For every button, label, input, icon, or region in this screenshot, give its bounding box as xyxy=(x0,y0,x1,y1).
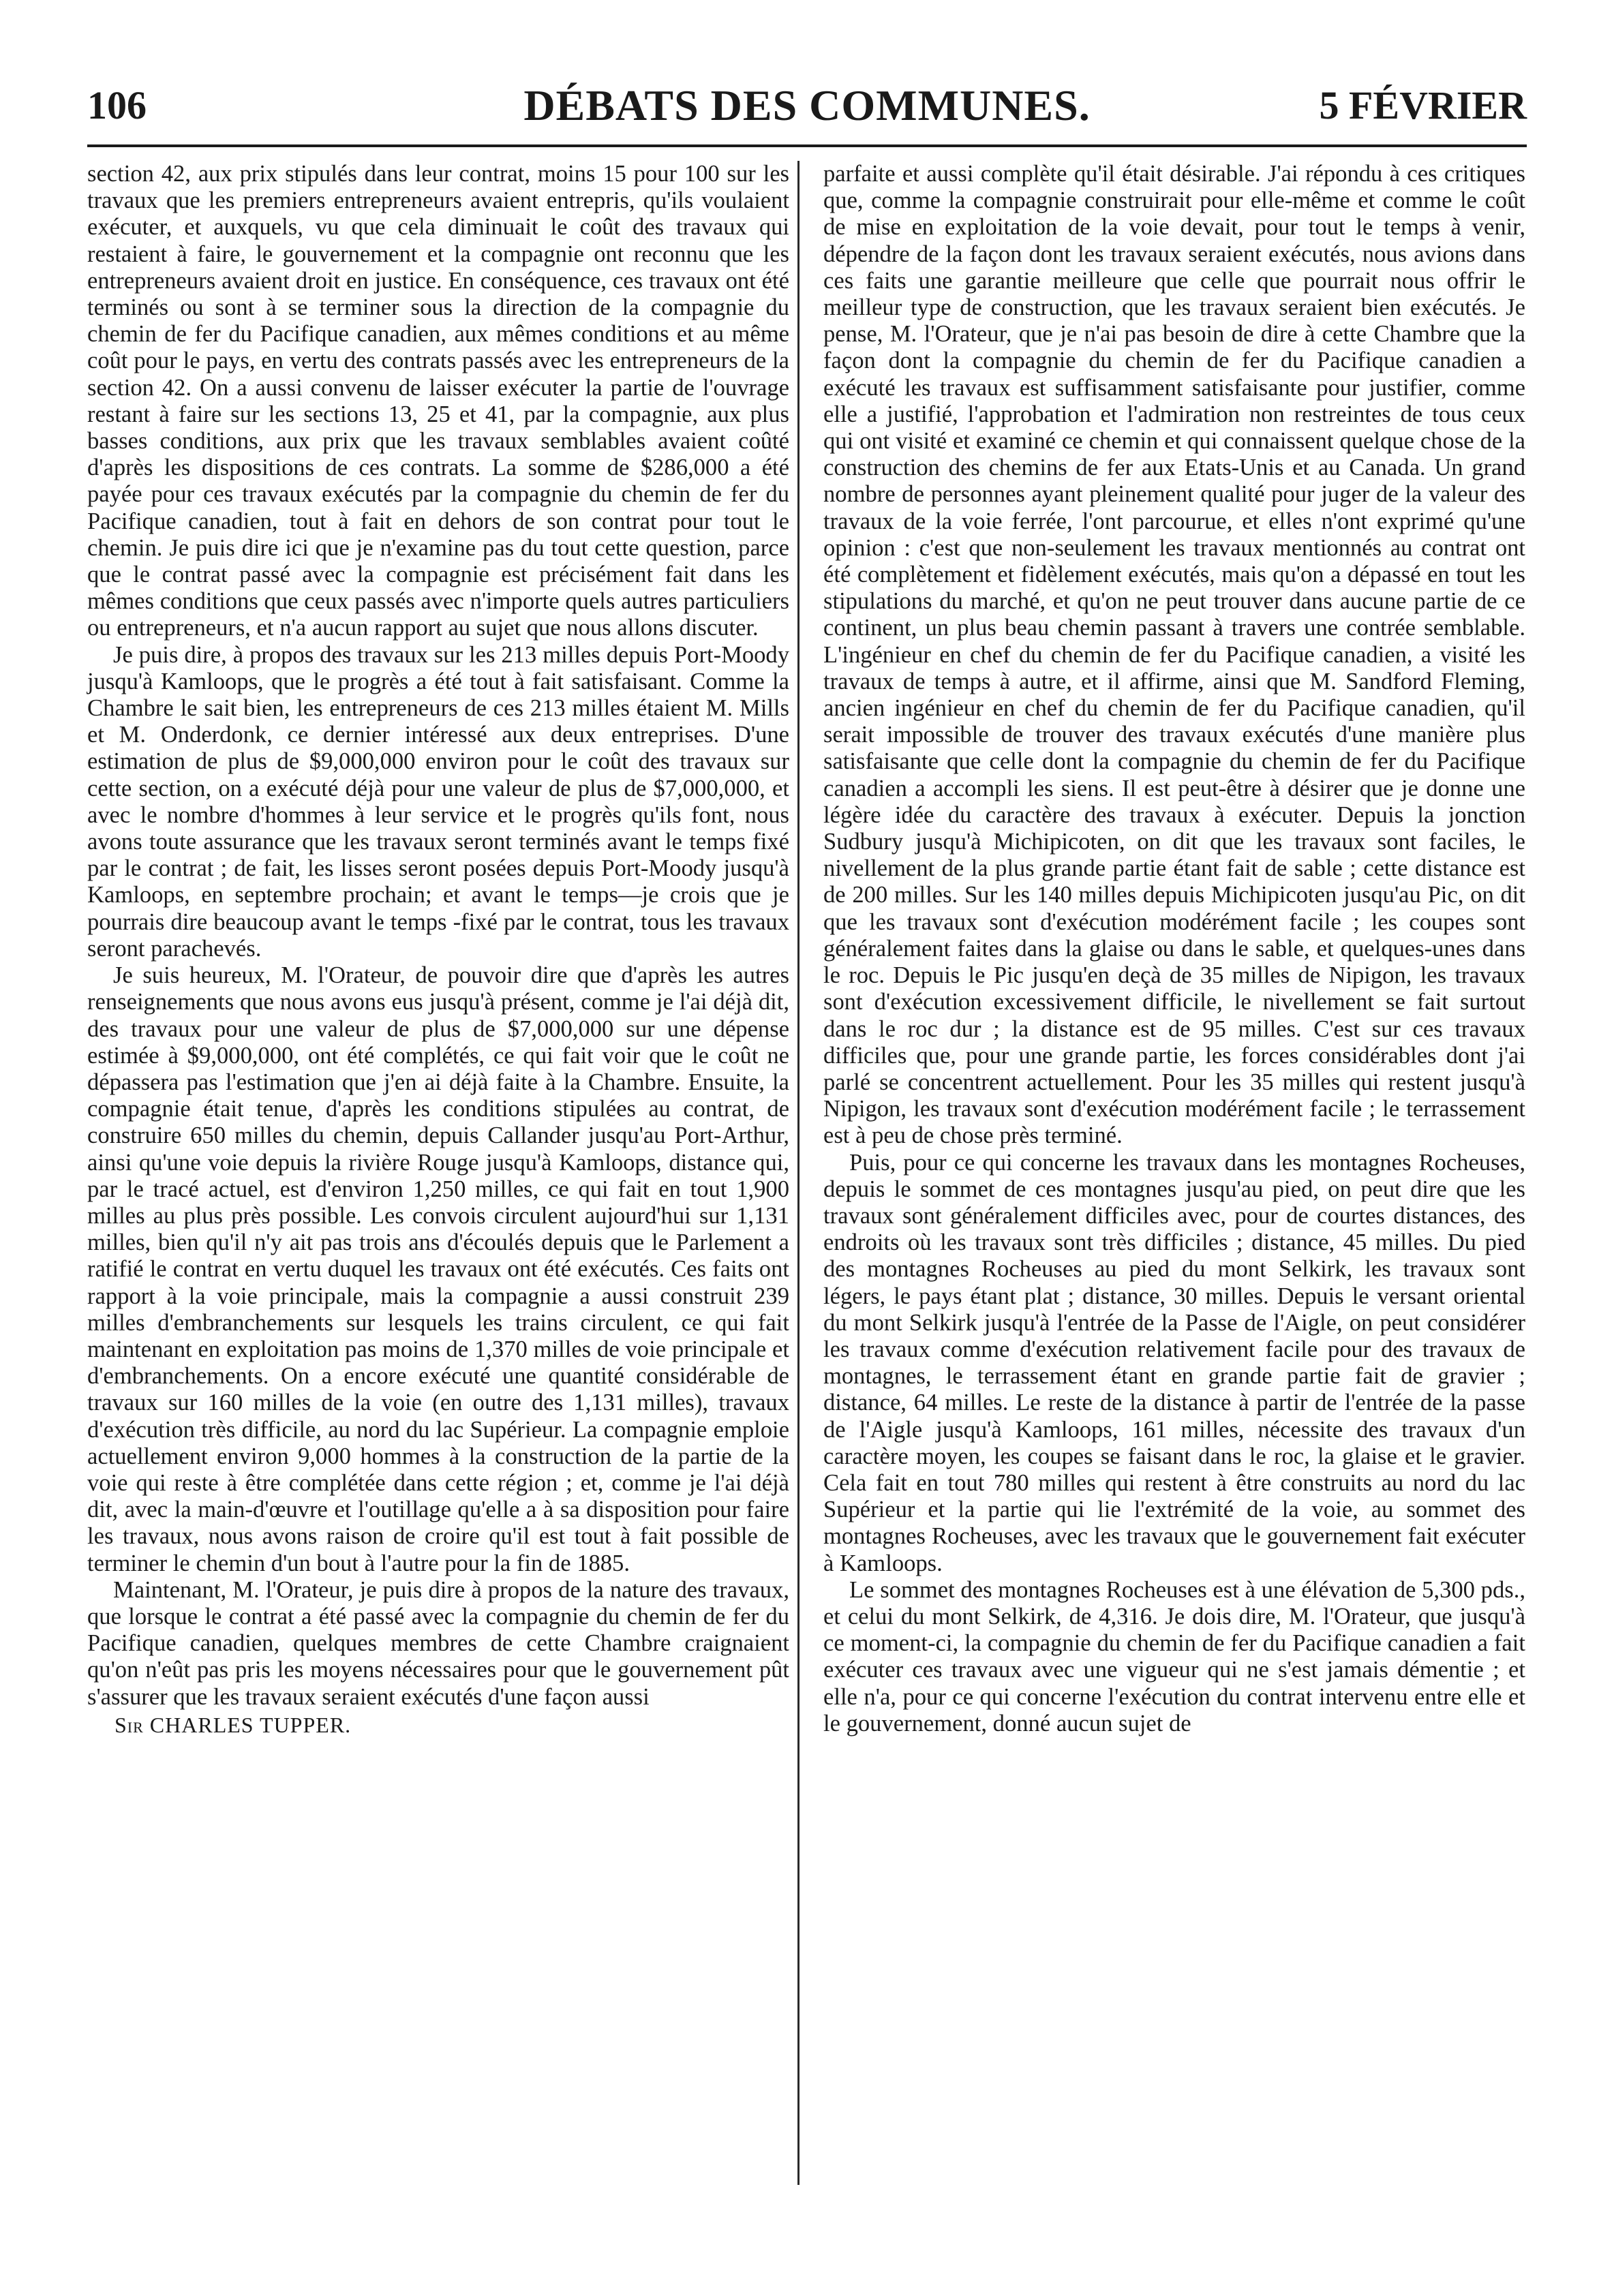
paragraph: Maintenant, M. l'Orateur, je puis dire à propos de la nature des travaux, que lorsque le contrat a été passé avec la compagnie du chemin de fer du Pacifique canadien, quelques membres de cette Chambre craignaient qu'on n'eût pas pris les moyens nécessaires pour que le gouvernement pût s'assurer que les travaux seraient exécutés d'une façon aussi xyxy=(87,1576,789,1710)
journal-title: DÉBATS DES COMMUNES. xyxy=(523,81,1091,129)
paragraph: Je suis heureux, M. l'Orateur, de pouvoir dire que d'après les autres renseignements que nous avons eus jusqu'à présent, comme je l'ai déjà dit, des travaux pour une valeur de plus de $7,000,000 sur une dépense estimée à $9,000,000, ont été complétés, ce qui fait voir que le coût ne dépassera pas l'estimation que j'en ai déjà faite à la Chambre. Ensuite, la compagnie était tenue, d'après les conditions stipulées au contrat, de construire 650 milles du chemin, depuis Callander jusqu'au Port-Arthur, ainsi qu'une voie depuis la rivière Rouge jusqu'à Kamloops, distance qui, par le tracé actuel, est d'environ 1,250 milles, ce qui fait en tout 1,900 milles au plus près possible. Les convois circulent aujourd'hui sur 1,131 milles, bien qu'il n'y ait pas trois ans d'écoulés depuis que le Parlement a ratifié le contrat en vertu duquel les travaux ont été exécutés. Ces faits ont rapport à la voie principale, mais la compagnie a aussi construit 239 milles d'embranchements sur lesquels les trains circulent, ce qui fait maintenant en exploitation pas moins de 1,370 milles de voie principale et d'embranchements. On a encore exécuté une quantité considérable de travaux sur 160 milles de la voie (en outre des 1,131 milles), travaux d'exécution très difficile, au nord du lac Supérieur. La compagnie emploie actuellement environ 9,000 hommes à la construction de la partie de la voie qui reste à être complétée dans cette région ; et, comme je l'ai déjà dit, avec la main-d'œuvre et l'outillage qu'elle a à sa disposition pour faire les travaux, nous avons raison de croire qu'il est tout à fait possible de terminer le chemin d'un bout à l'autre pour la fin de 1885. xyxy=(87,962,789,1576)
column-divider xyxy=(797,161,800,2185)
paragraph: Je puis dire, à propos des travaux sur les 213 milles depuis Port-Moody jusqu'à Kamloops, que le progrès a été tout à fait satisfaisant. Comme la Chambre le sait bien, les entrepreneurs de ces 213 milles étaient M. Mills et M. Onderdonk, ce dernier intéressé aux deux entreprises. D'une estimation de plus de $9,000,000 environ pour le coût des travaux sur cette section, on a exécuté déjà pour une valeur de plus de $7,000,000, et avec le nombre d'hommes à leur service et le progrès qu'ils font, nous avons toute assurance que les travaux seront terminés avant le temps fixé par le contrat ; de fait, les lisses seront posées depuis Port-Moody jusqu'à Kamloops, en septembre prochain; et avant le temps—je crois que je pourrais dire beaucoup avant le temps -fixé par le contrat, tous les travaux seront parachevés. xyxy=(87,641,789,962)
paragraph: Le sommet des montagnes Rocheuses est à une élévation de 5,300 pds., et celui du mont Selkirk, de 4,316. Je dois dire, M. l'Orateur, que jusqu'à ce moment-ci, la compagnie du chemin de fer du Pacifique canadien a fait exécuter ces travaux avec une vigueur qui ne s'est jamais démentie ; et elle n'a, pour ce qui concerne l'exécution du contrat intervenu entre elle et le gouvernement, donné aucun sujet de xyxy=(823,1576,1525,1736)
speaker-name: Sir CHARLES TUPPER. xyxy=(115,1712,352,1737)
paragraph: parfaite et aussi complète qu'il était désirable. J'ai répondu à ces critiques que, comme la compagnie construirait pour elle-même et comme le coût de mise en exploitation de la voie devait, pour tout le temps à venir, dépendre de la façon dont les travaux seraient exécutés, nous avions dans ces faits une garantie meilleure que celle que pourrait nous offrir le meilleur type de construction, que les travaux seraient bien exécutés. Je pense, M. l'Orateur, que je n'ai pas besoin de dire à cette Chambre que la façon dont la compagnie du chemin de fer du Pacifique canadien a exécuté les travaux est suffisamment satisfaisante pour justifier, comme elle a justifié, l'approbation et l'admiration non restreintes de tous ceux qui ont visité et examiné ce chemin et qui connaissent quelque chose de la construction des chemins de fer aux Etats-Unis et au Canada. Un grand nombre de personnes ayant pleinement qualité pour juger de la valeur des travaux de la voie ferrée, l'ont parcourue, et elles n'ont exprimé qu'une opinion : c'est que non-seulement les travaux mentionnés au contrat ont été complètement et fidèlement exécutés, mais qu'on a dépassé en tout les stipulations du marché, et qu'on ne peut trouver dans aucune partie de ce continent, un plus beau chemin passant à travers une contrée semblable. L'ingénieur en chef du chemin de fer du Pacifique canadien, a visité les travaux de temps à autre, et il affirme, ainsi que M. Sandford Fleming, ancien ingénieur en chef du chemin de fer du Pacifique canadien, qu'il serait impossible de trouver des travaux exécutés d'une manière plus satisfaisante que celle dont la compagnie du chemin de fer du Pacifique canadien a accompli les siens. Il est peut-être à désirer que je donne une légère idée du caractère des travaux à exécuter. Depuis la jonction Sudbury jusqu'à Michipicoten, on dit que les travaux sont faciles, le nivellement de la plus grande partie étant fait de sable ; cette distance est de 200 milles. Sur les 140 milles depuis Michipicoten jusqu'au Pic, on dit que les travaux sont d'exécution modérément facile ; les coupes sont généralement faites dans la glaise ou dans le sable, et quelques-unes dans le roc. Depuis le Pic jusqu'en deçà de 35 milles de Nipigon, les travaux sont d'exécution excessivement difficile, le nivellement se fait surtout dans le roc dur ; la distance est de 95 milles. C'est sur ces travaux difficiles que, pour une grande partie, les forces considérables dont j'ai parlé se concentrent actuellement. Pour les 35 milles qui restent jusqu'à Nipigon, les travaux sont d'exécution modérément facile ; le terrassement est à peu de chose près terminé. xyxy=(823,161,1525,1149)
right-column xyxy=(823,161,1525,1737)
paragraph: section 42, aux prix stipulés dans leur contrat, moins 15 pour 100 sur les travaux que les premiers entrepreneurs avaient entrepris, qu'ils voulaient exécuter, et auxquels, vu que cela diminuait le coût des travaux qui restaient à faire, le gouvernement et la compagnie ont reconnu que les entrepreneurs avaient droit en justice. En conséquence, ces travaux ont été terminés ou sont à se terminer sous la direction de la compagnie du chemin de fer du Pacifique canadien, aux mêmes conditions et au même coût pour le pays, en vertu des contrats passés avec les entrepreneurs de la section 42. On a aussi convenu de laisser exécuter la partie de l'ouvrage restant à faire sur les sections 13, 25 et 41, par la compagnie, aux plus basses conditions, aux prix que les travaux semblables avaient coûté d'après les dispositions de ces contrats. La somme de $286,000 a été payée pour ces travaux exécutés par la compagnie du chemin de fer du Pacifique canadien, tout à fait en dehors de son contrat pour tout le chemin. Je puis dire ici que je n'examine pas du tout cette question, parce que le contrat passé avec la compagnie est précisément fait dans les mêmes conditions que ceux passés avec n'importe quels autres particuliers ou entrepreneurs, et n'a aucun rapport au sujet que nous allons discuter. xyxy=(87,161,789,641)
page-number: 106 xyxy=(87,83,147,127)
paragraph: Puis, pour ce qui concerne les travaux dans les montagnes Rocheuses, depuis le sommet de ces montagnes jusqu'au pied, on peut dire que les travaux sont généralement difficiles avec, pour de courtes distances, des endroits où les travaux sont très difficiles ; distance, 45 milles. Du pied des montagnes Rocheuses au pied du mont Selkirk, les travaux sont légers, le pays étant plat ; distance, 30 milles. Depuis le versant oriental du mont Selkirk jusqu'à l'entrée de la Passe de l'Aigle, on peut considérer les travaux comme d'exécution relativement facile pour des travaux de montagnes, le terrassement étant en grande partie fait de gravier ; distance, 64 milles. Le reste de la distance à partir de l'entrée de la passe de l'Aigle jusqu'à Kamloops, 161 milles, nécessite des travaux d'un caractère moyen, les coupes se faisant dans le roc, la glaise et le gravier. Cela fait en tout 780 milles qui restent à être construits au nord du lac Supérieur et la partie qui lie l'extrémité de la voie, au sommet des montagnes Rocheuses, avec les travaux que le gouvernement fait exécuter à Kamloops. xyxy=(823,1149,1525,1576)
page-header xyxy=(87,75,1527,136)
left-column xyxy=(87,161,789,1739)
header-rule xyxy=(87,144,1527,147)
header-date: 5 FÉVRIER xyxy=(1319,83,1527,127)
speaker-signature xyxy=(115,1712,789,1739)
